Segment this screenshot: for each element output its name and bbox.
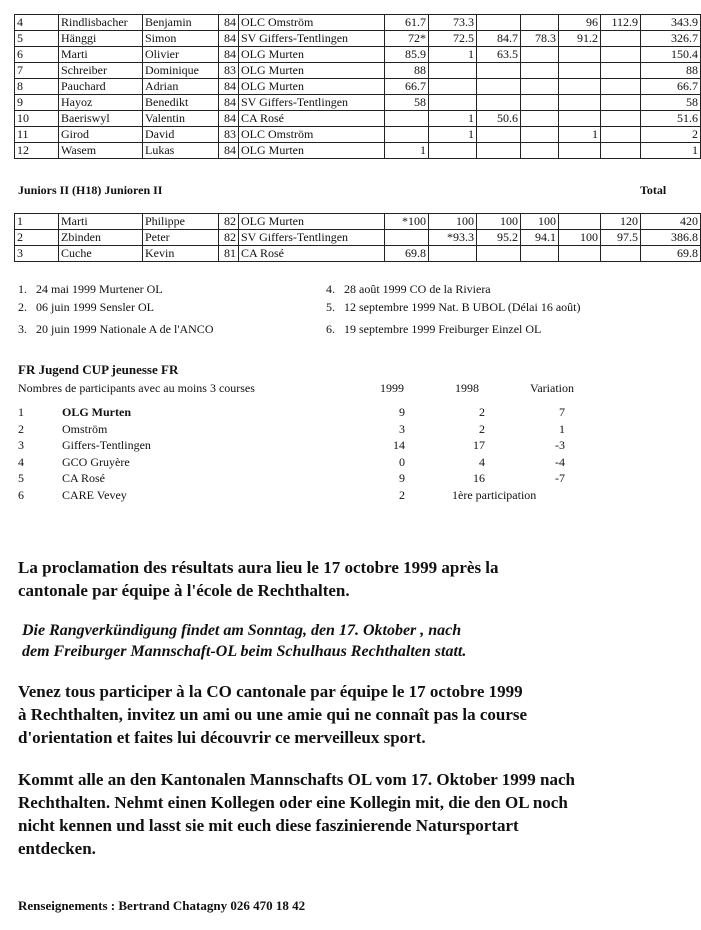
cup-cell-y1998: 1ère participation bbox=[452, 487, 537, 502]
race-item: 6. 19 septembre 1999 Freiburger Einzel OL bbox=[326, 322, 542, 336]
table-cell: Marti bbox=[59, 47, 143, 63]
table-cell: Dominique bbox=[143, 63, 219, 79]
table-cell: 7 bbox=[15, 63, 59, 79]
table-cell: Adrian bbox=[143, 79, 219, 95]
table-cell: 386.8 bbox=[641, 230, 701, 246]
table-cell: 78.3 bbox=[521, 31, 559, 47]
contact-info: Renseignements : Bertrand Chatagny 026 470 18 42 bbox=[18, 898, 306, 913]
table-cell: 73.3 bbox=[429, 15, 477, 31]
table-row bbox=[15, 214, 701, 230]
table-cell: Peter bbox=[143, 230, 219, 246]
table-row bbox=[15, 79, 701, 95]
table-row bbox=[15, 246, 701, 262]
cup-cell-rank: 3 bbox=[18, 438, 24, 452]
race-item: 3. 20 juin 1999 Nationale A de l'ANCO bbox=[18, 322, 214, 336]
table-cell: 69.8 bbox=[641, 246, 701, 262]
table-row bbox=[15, 15, 701, 31]
table-row bbox=[15, 143, 701, 159]
table-cell bbox=[559, 111, 601, 127]
cup-cell-variation: 7 bbox=[559, 405, 565, 419]
table-cell bbox=[429, 63, 477, 79]
announcement-fr: La proclamation des résultats aura lieu le 17 octobre 1999 après la cantonale par équipe à l'école de Rechthalten. bbox=[18, 558, 499, 600]
table-cell: 51.6 bbox=[641, 111, 701, 127]
table-cell: Kevin bbox=[143, 246, 219, 262]
table-cell bbox=[477, 127, 521, 143]
cup-cell-variation: -3 bbox=[555, 438, 565, 452]
table-cell: 8 bbox=[15, 79, 59, 95]
cup-cell-club: CA Rosé bbox=[62, 471, 106, 485]
table-cell: 81 bbox=[219, 246, 239, 262]
table-cell: Hänggi bbox=[59, 31, 143, 47]
table-cell: 100 bbox=[477, 214, 521, 230]
table-cell: 12 bbox=[15, 143, 59, 159]
cup-cell-rank: 5 bbox=[18, 471, 24, 485]
table-cell bbox=[601, 79, 641, 95]
table-cell bbox=[385, 111, 429, 127]
table-cell bbox=[477, 246, 521, 262]
table-cell: 82 bbox=[219, 214, 239, 230]
table-cell bbox=[385, 230, 429, 246]
table-cell: 112.9 bbox=[601, 15, 641, 31]
table-cell: 83 bbox=[219, 63, 239, 79]
cup-cell-y1999: 3 bbox=[399, 421, 405, 436]
table-cell: 120 bbox=[601, 214, 641, 230]
table-cell: 100 bbox=[429, 214, 477, 230]
table-cell bbox=[601, 143, 641, 159]
table-cell: OLC Omström bbox=[239, 127, 385, 143]
table-cell bbox=[559, 63, 601, 79]
table-cell: OLC Omström bbox=[239, 15, 385, 31]
cup-cell-y1999: 2 bbox=[399, 487, 405, 502]
table-cell bbox=[559, 246, 601, 262]
race-item: 5. 12 septembre 1999 Nat. B UBOL (Délai 16 août) bbox=[326, 300, 581, 314]
total-label: Total bbox=[640, 183, 667, 197]
table-cell: Lukas bbox=[143, 143, 219, 159]
table-cell: 3 bbox=[15, 246, 59, 262]
table-cell: 84.7 bbox=[477, 31, 521, 47]
table-cell: 84 bbox=[219, 79, 239, 95]
cup-cell-rank: 1 bbox=[18, 405, 24, 419]
table-cell: 82 bbox=[219, 230, 239, 246]
table-cell: 1 bbox=[429, 127, 477, 143]
table-cell: 61.7 bbox=[385, 15, 429, 31]
table-cell bbox=[429, 246, 477, 262]
table-cell bbox=[521, 111, 559, 127]
table-cell bbox=[559, 143, 601, 159]
table-cell bbox=[429, 143, 477, 159]
cup-cell-y1998: 2 bbox=[479, 405, 485, 419]
table-cell: 420 bbox=[641, 214, 701, 230]
invite-de: Kommt alle an den Kantonalen Mannschafts OL vom 17. Oktober 1999 nach Rechthalten. Nehmt einen Kollegen oder eine Kollegin mit, die den OL noch nicht kennen und lasst sie mit euch diese faszinierende Natursportart entdecken. bbox=[18, 770, 575, 858]
cup-col-1998: 1998 bbox=[455, 381, 479, 395]
race-item: 4. 28 août 1999 CO de la Riviera bbox=[326, 282, 491, 296]
cup-cell-club: CARE Vevey bbox=[62, 487, 127, 502]
table-cell: 88 bbox=[641, 63, 701, 79]
table-cell: SV Giffers-Tentlingen bbox=[239, 31, 385, 47]
table-row bbox=[15, 47, 701, 63]
table-cell bbox=[477, 143, 521, 159]
table-cell bbox=[477, 95, 521, 111]
table-cell bbox=[601, 95, 641, 111]
cup-cell-y1999: 14 bbox=[393, 438, 405, 452]
cup-cell-y1998: 2 bbox=[479, 421, 485, 436]
table-cell: Wasem bbox=[59, 143, 143, 159]
cup-title: FR Jugend CUP jeunesse FR bbox=[18, 362, 179, 377]
table-cell: 5 bbox=[15, 31, 59, 47]
table-cell bbox=[601, 246, 641, 262]
table-cell: 72* bbox=[385, 31, 429, 47]
table-cell: 91.2 bbox=[559, 31, 601, 47]
table-cell bbox=[601, 63, 641, 79]
table-cell: Philippe bbox=[143, 214, 219, 230]
cup-cell-y1999: 9 bbox=[399, 405, 405, 419]
table-cell bbox=[477, 79, 521, 95]
table-cell: 326.7 bbox=[641, 31, 701, 47]
table-cell: 84 bbox=[219, 15, 239, 31]
table-row bbox=[15, 230, 701, 246]
table-cell bbox=[521, 79, 559, 95]
table-row bbox=[15, 31, 701, 47]
table-cell bbox=[559, 95, 601, 111]
table-cell bbox=[559, 214, 601, 230]
table-cell: David bbox=[143, 127, 219, 143]
table-cell: OLG Murten bbox=[239, 79, 385, 95]
race-item: 1. 24 mai 1999 Murtener OL bbox=[18, 282, 163, 296]
cup-cell-y1999: 0 bbox=[399, 454, 405, 469]
table-cell: 1 bbox=[429, 111, 477, 127]
table-cell: Olivier bbox=[143, 47, 219, 63]
cup-cell-variation: 1 bbox=[559, 421, 565, 436]
table-cell bbox=[601, 111, 641, 127]
table-cell: Simon bbox=[143, 31, 219, 47]
cup-subtitle: Nombres de participants avec au moins 3 courses bbox=[18, 381, 255, 395]
table-cell: 4 bbox=[15, 15, 59, 31]
table-cell: 66.7 bbox=[385, 79, 429, 95]
table-cell: 94.1 bbox=[521, 230, 559, 246]
table-cell bbox=[477, 63, 521, 79]
table-cell bbox=[521, 15, 559, 31]
table-cell: 84 bbox=[219, 47, 239, 63]
cup-cell-club: OLG Murten bbox=[62, 405, 131, 419]
table-cell: 84 bbox=[219, 31, 239, 47]
table-cell: Baeriswyl bbox=[59, 111, 143, 127]
table-cell bbox=[429, 79, 477, 95]
table-cell bbox=[429, 95, 477, 111]
table-cell: 100 bbox=[559, 230, 601, 246]
table-cell: 1 bbox=[15, 214, 59, 230]
table-cell bbox=[601, 47, 641, 63]
table-cell: 72.5 bbox=[429, 31, 477, 47]
table-cell: 50.6 bbox=[477, 111, 521, 127]
table-cell: 97.5 bbox=[601, 230, 641, 246]
table-cell: 66.7 bbox=[641, 79, 701, 95]
table-row bbox=[15, 95, 701, 111]
table-cell bbox=[521, 47, 559, 63]
table-cell: 1 bbox=[559, 127, 601, 143]
table-cell: 1 bbox=[385, 143, 429, 159]
table-cell: Benjamin bbox=[143, 15, 219, 31]
table-cell bbox=[521, 95, 559, 111]
table-cell bbox=[601, 31, 641, 47]
table-cell bbox=[477, 15, 521, 31]
cup-col-variation: Variation bbox=[530, 381, 574, 395]
table-cell: 6 bbox=[15, 47, 59, 63]
table-cell: 84 bbox=[219, 143, 239, 159]
table-cell: 69.8 bbox=[385, 246, 429, 262]
invite-fr: Venez tous participer à la CO cantonale par équipe le 17 octobre 1999 à Rechthalten, invitez un ami ou une amie qui ne connaît pas la course d'orientation et faites lui découvrir ce merveilleux sport. bbox=[18, 682, 528, 747]
table-cell bbox=[521, 63, 559, 79]
cup-cell-y1998: 17 bbox=[473, 438, 485, 452]
table-cell: 100 bbox=[521, 214, 559, 230]
table-cell: 1 bbox=[641, 143, 701, 159]
table-row bbox=[15, 63, 701, 79]
cup-cell-club: Giffers-Tentlingen bbox=[62, 438, 151, 452]
table-cell: Girod bbox=[59, 127, 143, 143]
table-cell: 11 bbox=[15, 127, 59, 143]
table-cell bbox=[521, 143, 559, 159]
race-item: 2. 06 juin 1999 Sensler OL bbox=[18, 300, 154, 314]
table-cell: 343.9 bbox=[641, 15, 701, 31]
table-cell bbox=[521, 127, 559, 143]
juniors1-table bbox=[14, 14, 701, 159]
table-cell: Hayoz bbox=[59, 95, 143, 111]
table-cell bbox=[385, 127, 429, 143]
table-cell: 84 bbox=[219, 95, 239, 111]
table-cell: SV Giffers-Tentlingen bbox=[239, 95, 385, 111]
table-cell bbox=[559, 79, 601, 95]
table-row bbox=[15, 127, 701, 143]
table-cell: 95.2 bbox=[477, 230, 521, 246]
table-cell: 88 bbox=[385, 63, 429, 79]
table-cell: Pauchard bbox=[59, 79, 143, 95]
table-cell: Benedikt bbox=[143, 95, 219, 111]
table-cell: Marti bbox=[59, 214, 143, 230]
cup-cell-club: GCO Gruyère bbox=[62, 454, 130, 469]
table-cell: 63.5 bbox=[477, 47, 521, 63]
table-cell: Rindlisbacher bbox=[59, 15, 143, 31]
table-cell: SV Giffers-Tentlingen bbox=[239, 230, 385, 246]
cup-cell-y1999: 9 bbox=[399, 471, 405, 485]
table-cell: OLG Murten bbox=[239, 214, 385, 230]
announcement-de: Die Rangverkündigung findet am Sonntag, den 17. Oktober , nach dem Freiburger Mannschaft-OL beim Schulhaus Rechthalten statt. bbox=[22, 622, 467, 660]
table-row bbox=[15, 111, 701, 127]
table-cell: *100 bbox=[385, 214, 429, 230]
table-cell: Schreiber bbox=[59, 63, 143, 79]
table-cell: OLG Murten bbox=[239, 47, 385, 63]
table-cell: *93.3 bbox=[429, 230, 477, 246]
table-cell: 10 bbox=[15, 111, 59, 127]
table-cell: 1 bbox=[429, 47, 477, 63]
table-cell bbox=[601, 127, 641, 143]
cup-cell-y1998: 4 bbox=[479, 454, 485, 469]
table-cell: 150.4 bbox=[641, 47, 701, 63]
cup-cell-club: Omström bbox=[62, 421, 108, 436]
table-cell: Valentin bbox=[143, 111, 219, 127]
table-cell: 96 bbox=[559, 15, 601, 31]
table-cell: OLG Murten bbox=[239, 143, 385, 159]
cup-cell-rank: 4 bbox=[18, 454, 24, 469]
table-cell: CA Rosé bbox=[239, 111, 385, 127]
table-cell: 2 bbox=[15, 230, 59, 246]
table-cell bbox=[559, 47, 601, 63]
table-cell: 83 bbox=[219, 127, 239, 143]
table-cell: 9 bbox=[15, 95, 59, 111]
juniors2-table bbox=[14, 213, 701, 262]
juniors2-title: Juniors II (H18) Junioren II bbox=[18, 183, 163, 197]
table-cell: Zbinden bbox=[59, 230, 143, 246]
table-cell: 2 bbox=[641, 127, 701, 143]
cup-cell-y1998: 16 bbox=[473, 471, 485, 485]
cup-cell-rank: 2 bbox=[18, 421, 24, 436]
cup-col-1999: 1999 bbox=[380, 381, 404, 395]
table-cell: Cuche bbox=[59, 246, 143, 262]
table-cell: 58 bbox=[641, 95, 701, 111]
table-cell: OLG Murten bbox=[239, 63, 385, 79]
table-cell: 58 bbox=[385, 95, 429, 111]
cup-cell-variation: -4 bbox=[555, 454, 565, 469]
table-cell: 84 bbox=[219, 111, 239, 127]
table-cell: 85.9 bbox=[385, 47, 429, 63]
cup-cell-variation: -7 bbox=[555, 471, 565, 485]
table-cell bbox=[521, 246, 559, 262]
cup-cell-rank: 6 bbox=[18, 487, 24, 502]
table-cell: CA Rosé bbox=[239, 246, 385, 262]
